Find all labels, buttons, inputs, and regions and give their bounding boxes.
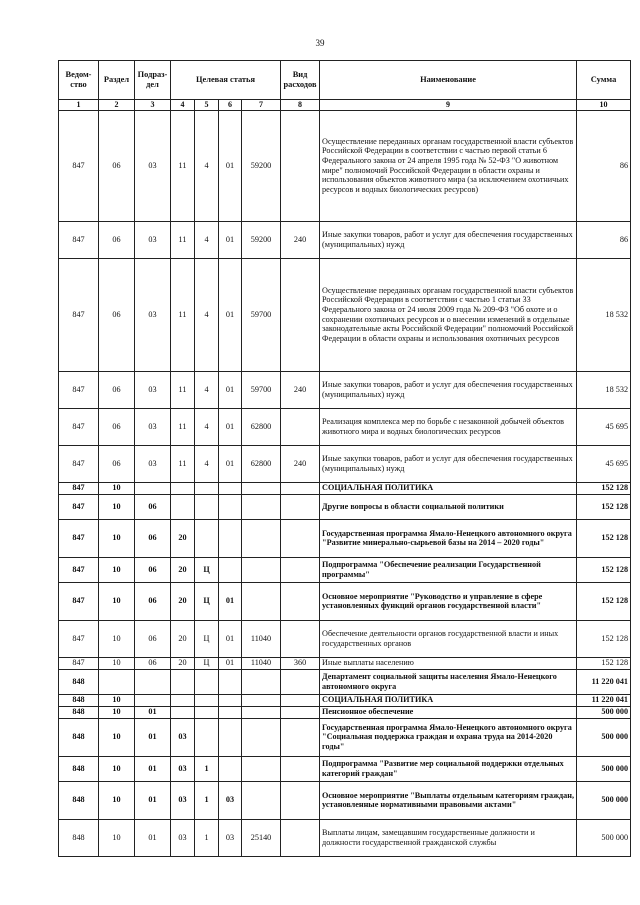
cell-summa: 152 128 xyxy=(577,482,631,494)
cell-vedomstvo: 848 xyxy=(59,819,99,856)
cell-razdel xyxy=(99,669,135,694)
cell-vid-raskhodov xyxy=(281,408,320,445)
cell-summa: 500 000 xyxy=(577,819,631,856)
table-row xyxy=(59,756,631,781)
cell-direction xyxy=(242,582,281,620)
table-row xyxy=(59,445,631,482)
cell-measure xyxy=(219,756,242,781)
cell-measure: 03 xyxy=(219,819,242,856)
cell-vedomstvo: 847 xyxy=(59,620,99,657)
cell-vid-raskhodov xyxy=(281,620,320,657)
cell-program: 20 xyxy=(171,519,195,557)
cell-naimenovanie: Реализация комплекса мер по борьбе с незаконной добычей объектов животного мира и водных биологических ресурсов xyxy=(320,408,577,445)
cell-program: 11 xyxy=(171,221,195,258)
header-podrazdel: Подраз-дел xyxy=(135,61,171,100)
cell-vedomstvo: 847 xyxy=(59,582,99,620)
cell-direction: 25140 xyxy=(242,819,281,856)
cell-vid-raskhodov: 240 xyxy=(281,371,320,408)
cell-naimenovanie: Подпрограмма "Обеспечение реализации Государственной программы" xyxy=(320,557,577,582)
column-number-row xyxy=(59,100,631,111)
table-row xyxy=(59,718,631,756)
cell-razdel: 10 xyxy=(99,718,135,756)
cell-vedomstvo: 847 xyxy=(59,110,99,221)
cell-podrazdel: 06 xyxy=(135,657,171,669)
cell-subprogram xyxy=(195,494,219,519)
table-row xyxy=(59,620,631,657)
cell-razdel: 10 xyxy=(99,620,135,657)
cell-naimenovanie: СОЦИАЛЬНАЯ ПОЛИТИКА xyxy=(320,482,577,494)
cell-naimenovanie: Иные закупки товаров, работ и услуг для обеспечения государственных (муниципальных) нужд xyxy=(320,371,577,408)
col-number: 6 xyxy=(219,100,242,111)
cell-vid-raskhodov xyxy=(281,718,320,756)
cell-summa: 86 xyxy=(577,221,631,258)
table-row xyxy=(59,582,631,620)
header-razdel: Раздел xyxy=(99,61,135,100)
cell-vedomstvo: 847 xyxy=(59,258,99,371)
table-row xyxy=(59,258,631,371)
table-row xyxy=(59,669,631,694)
header-celevaya-statya: Целевая статья xyxy=(171,61,281,100)
cell-podrazdel: 01 xyxy=(135,819,171,856)
cell-vedomstvo: 847 xyxy=(59,408,99,445)
cell-vid-raskhodov xyxy=(281,756,320,781)
cell-direction: 59200 xyxy=(242,221,281,258)
cell-direction: 11040 xyxy=(242,620,281,657)
header-vid-raskhodov: Вид расходов xyxy=(281,61,320,100)
cell-program: 11 xyxy=(171,110,195,221)
cell-vid-raskhodov xyxy=(281,819,320,856)
cell-program xyxy=(171,494,195,519)
table-row xyxy=(59,694,631,706)
cell-summa: 45 695 xyxy=(577,408,631,445)
cell-direction xyxy=(242,694,281,706)
cell-measure xyxy=(219,718,242,756)
cell-vedomstvo: 848 xyxy=(59,669,99,694)
cell-program: 20 xyxy=(171,620,195,657)
cell-vid-raskhodov xyxy=(281,582,320,620)
cell-program: 03 xyxy=(171,718,195,756)
cell-program: 11 xyxy=(171,371,195,408)
table-row xyxy=(59,494,631,519)
cell-vid-raskhodov xyxy=(281,781,320,819)
cell-naimenovanie: Иные закупки товаров, работ и услуг для обеспечения государственных (муниципальных) нужд xyxy=(320,445,577,482)
col-number: 4 xyxy=(171,100,195,111)
cell-summa: 500 000 xyxy=(577,706,631,718)
cell-podrazdel xyxy=(135,669,171,694)
cell-subprogram: 1 xyxy=(195,781,219,819)
cell-direction xyxy=(242,781,281,819)
cell-subprogram xyxy=(195,706,219,718)
cell-summa: 11 220 041 xyxy=(577,669,631,694)
col-number: 9 xyxy=(320,100,577,111)
cell-vid-raskhodov: 360 xyxy=(281,657,320,669)
cell-razdel: 10 xyxy=(99,482,135,494)
cell-vedomstvo: 847 xyxy=(59,557,99,582)
cell-program: 11 xyxy=(171,258,195,371)
cell-podrazdel: 03 xyxy=(135,445,171,482)
cell-subprogram xyxy=(195,669,219,694)
cell-measure: 01 xyxy=(219,620,242,657)
cell-program: 03 xyxy=(171,756,195,781)
cell-naimenovanie: Обеспечение деятельности органов государственной власти и иных государственных органов xyxy=(320,620,577,657)
cell-naimenovanie: Основное мероприятие "Руководство и управление в сфере установленных функций органов государственной власти" xyxy=(320,582,577,620)
col-number: 2 xyxy=(99,100,135,111)
cell-direction: 59200 xyxy=(242,110,281,221)
table-row xyxy=(59,408,631,445)
cell-razdel: 10 xyxy=(99,557,135,582)
cell-summa: 11 220 041 xyxy=(577,694,631,706)
cell-direction: 59700 xyxy=(242,371,281,408)
cell-direction xyxy=(242,718,281,756)
table-row xyxy=(59,706,631,718)
table-row xyxy=(59,221,631,258)
cell-direction: 11040 xyxy=(242,657,281,669)
table-body xyxy=(59,110,631,856)
cell-measure: 01 xyxy=(219,258,242,371)
cell-measure: 03 xyxy=(219,781,242,819)
cell-measure: 01 xyxy=(219,408,242,445)
cell-podrazdel: 01 xyxy=(135,706,171,718)
page-number: 39 xyxy=(315,38,325,48)
cell-razdel: 10 xyxy=(99,494,135,519)
cell-naimenovanie: Государственная программа Ямало-Ненецкого автономного округа "Социальная поддержка граждан и охрана труда на 2014-2020 годы" xyxy=(320,718,577,756)
cell-subprogram: 1 xyxy=(195,819,219,856)
cell-naimenovanie: Осуществление переданных органам государственной власти субъектов Российской Федерации в соответствии с частью 1 статьи 33 Федерального закона от 24 июля 2009 года № 209-ФЗ "Об охоте и о сохранении охотничьих ресурсов и о внесении изменений в отдельные законодательные акты Российской Федерации" полномочий Российской Федерации в области охраны и использования охотничьих ресурсов xyxy=(320,258,577,371)
table-row xyxy=(59,781,631,819)
cell-vid-raskhodov xyxy=(281,482,320,494)
header-naimenovanie: Наименование xyxy=(320,61,577,100)
budget-table xyxy=(58,60,631,857)
cell-program: 20 xyxy=(171,657,195,669)
cell-program: 03 xyxy=(171,819,195,856)
cell-naimenovanie: Подпрограмма "Развитие мер социальной поддержки отдельных категорий граждан" xyxy=(320,756,577,781)
header-ved: Ведом-ство xyxy=(59,61,99,100)
cell-direction xyxy=(242,706,281,718)
cell-subprogram: Ц xyxy=(195,582,219,620)
cell-vedomstvo: 847 xyxy=(59,371,99,408)
cell-vedomstvo: 848 xyxy=(59,718,99,756)
cell-subprogram: Ц xyxy=(195,620,219,657)
cell-vedomstvo: 848 xyxy=(59,694,99,706)
cell-vid-raskhodov xyxy=(281,110,320,221)
table-row xyxy=(59,110,631,221)
col-number: 5 xyxy=(195,100,219,111)
cell-direction xyxy=(242,756,281,781)
cell-subprogram: 4 xyxy=(195,371,219,408)
cell-razdel: 10 xyxy=(99,519,135,557)
cell-measure: 01 xyxy=(219,221,242,258)
cell-measure: 01 xyxy=(219,582,242,620)
cell-naimenovanie: СОЦИАЛЬНАЯ ПОЛИТИКА xyxy=(320,694,577,706)
cell-subprogram: 4 xyxy=(195,221,219,258)
cell-vid-raskhodov xyxy=(281,706,320,718)
cell-direction: 62800 xyxy=(242,408,281,445)
table-row xyxy=(59,557,631,582)
cell-razdel: 10 xyxy=(99,694,135,706)
cell-vedomstvo: 848 xyxy=(59,781,99,819)
cell-razdel: 10 xyxy=(99,756,135,781)
cell-summa: 152 128 xyxy=(577,657,631,669)
cell-vid-raskhodov: 240 xyxy=(281,221,320,258)
cell-naimenovanie: Департамент социальной защиты населения Ямало-Ненецкого автономного округа xyxy=(320,669,577,694)
header-summa: Сумма xyxy=(577,61,631,100)
cell-vid-raskhodov: 240 xyxy=(281,445,320,482)
col-number: 10 xyxy=(577,100,631,111)
cell-measure xyxy=(219,482,242,494)
cell-subprogram: Ц xyxy=(195,557,219,582)
cell-direction: 59700 xyxy=(242,258,281,371)
cell-summa: 45 695 xyxy=(577,445,631,482)
cell-subprogram xyxy=(195,482,219,494)
cell-summa: 86 xyxy=(577,110,631,221)
cell-program: 20 xyxy=(171,557,195,582)
cell-subprogram: 4 xyxy=(195,110,219,221)
cell-measure: 01 xyxy=(219,110,242,221)
cell-program xyxy=(171,706,195,718)
cell-podrazdel: 03 xyxy=(135,408,171,445)
cell-podrazdel: 06 xyxy=(135,557,171,582)
cell-measure xyxy=(219,694,242,706)
cell-vedomstvo: 847 xyxy=(59,657,99,669)
cell-program xyxy=(171,669,195,694)
cell-summa: 152 128 xyxy=(577,620,631,657)
cell-measure: 01 xyxy=(219,445,242,482)
header-row xyxy=(59,61,631,100)
cell-subprogram xyxy=(195,718,219,756)
cell-vid-raskhodov xyxy=(281,669,320,694)
cell-razdel: 10 xyxy=(99,657,135,669)
cell-naimenovanie: Пенсионное обеспечение xyxy=(320,706,577,718)
cell-measure xyxy=(219,557,242,582)
cell-subprogram: 1 xyxy=(195,756,219,781)
cell-naimenovanie: Иные закупки товаров, работ и услуг для обеспечения государственных (муниципальных) нужд xyxy=(320,221,577,258)
cell-razdel: 06 xyxy=(99,408,135,445)
table-row xyxy=(59,371,631,408)
cell-razdel: 06 xyxy=(99,371,135,408)
cell-summa: 152 128 xyxy=(577,582,631,620)
cell-vedomstvo: 848 xyxy=(59,706,99,718)
cell-program: 11 xyxy=(171,445,195,482)
cell-direction xyxy=(242,482,281,494)
cell-podrazdel xyxy=(135,694,171,706)
cell-vid-raskhodov xyxy=(281,519,320,557)
cell-program xyxy=(171,694,195,706)
cell-vedomstvo: 847 xyxy=(59,482,99,494)
cell-summa: 18 532 xyxy=(577,258,631,371)
col-number: 3 xyxy=(135,100,171,111)
cell-measure: 01 xyxy=(219,371,242,408)
cell-naimenovanie: Государственная программа Ямало-Ненецкого автономного округа "Развитие минерально-сырьевой базы на 2014 – 2020 годы" xyxy=(320,519,577,557)
cell-vid-raskhodov xyxy=(281,557,320,582)
cell-vedomstvo: 847 xyxy=(59,494,99,519)
cell-vid-raskhodov xyxy=(281,494,320,519)
cell-naimenovanie: Осуществление переданных органам государственной власти субъектов Российской Федерации в соответствии с частью первой статьи 6 Федерального закона от 24 апреля 1995 года № 52-ФЗ "О животном мире" полномочий Российской Федерации в области охраны и использования объектов животного мира (за исключением охотничьих ресурсов и водных биологических ресурсов) xyxy=(320,110,577,221)
table-row xyxy=(59,482,631,494)
cell-vedomstvo: 848 xyxy=(59,756,99,781)
cell-summa: 152 128 xyxy=(577,519,631,557)
cell-measure xyxy=(219,706,242,718)
cell-podrazdel: 01 xyxy=(135,718,171,756)
table-row xyxy=(59,519,631,557)
cell-vedomstvo: 847 xyxy=(59,519,99,557)
cell-measure xyxy=(219,494,242,519)
col-number: 1 xyxy=(59,100,99,111)
cell-razdel: 10 xyxy=(99,706,135,718)
cell-program: 20 xyxy=(171,582,195,620)
cell-podrazdel xyxy=(135,482,171,494)
cell-direction: 62800 xyxy=(242,445,281,482)
table-row xyxy=(59,657,631,669)
table-row xyxy=(59,819,631,856)
cell-naimenovanie: Выплаты лицам, замещавшим государственные должности и должности государственной гражданской службы xyxy=(320,819,577,856)
cell-direction xyxy=(242,557,281,582)
cell-measure xyxy=(219,669,242,694)
cell-vid-raskhodov xyxy=(281,258,320,371)
col-number: 8 xyxy=(281,100,320,111)
cell-summa: 500 000 xyxy=(577,756,631,781)
cell-razdel: 06 xyxy=(99,221,135,258)
cell-vedomstvo: 847 xyxy=(59,445,99,482)
cell-subprogram: 4 xyxy=(195,445,219,482)
cell-naimenovanie: Иные выплаты населению xyxy=(320,657,577,669)
cell-podrazdel: 03 xyxy=(135,221,171,258)
cell-summa: 18 532 xyxy=(577,371,631,408)
cell-vid-raskhodov xyxy=(281,694,320,706)
cell-measure xyxy=(219,519,242,557)
cell-program xyxy=(171,482,195,494)
cell-subprogram xyxy=(195,694,219,706)
cell-razdel: 06 xyxy=(99,110,135,221)
cell-razdel: 10 xyxy=(99,582,135,620)
cell-podrazdel: 03 xyxy=(135,110,171,221)
cell-program: 11 xyxy=(171,408,195,445)
cell-podrazdel: 06 xyxy=(135,620,171,657)
cell-razdel: 06 xyxy=(99,445,135,482)
cell-summa: 152 128 xyxy=(577,557,631,582)
cell-razdel: 10 xyxy=(99,819,135,856)
cell-podrazdel: 06 xyxy=(135,582,171,620)
cell-naimenovanie: Основное мероприятие "Выплаты отдельным категориям граждан, установленные нормативными правовыми актами" xyxy=(320,781,577,819)
cell-subprogram: 4 xyxy=(195,258,219,371)
cell-podrazdel: 06 xyxy=(135,519,171,557)
cell-podrazdel: 03 xyxy=(135,371,171,408)
cell-subprogram: Ц xyxy=(195,657,219,669)
cell-summa: 152 128 xyxy=(577,494,631,519)
cell-naimenovanie: Другие вопросы в области социальной политики xyxy=(320,494,577,519)
cell-podrazdel: 01 xyxy=(135,781,171,819)
cell-direction xyxy=(242,494,281,519)
col-number: 7 xyxy=(242,100,281,111)
cell-direction xyxy=(242,669,281,694)
cell-podrazdel: 03 xyxy=(135,258,171,371)
cell-measure: 01 xyxy=(219,657,242,669)
cell-program: 03 xyxy=(171,781,195,819)
cell-podrazdel: 06 xyxy=(135,494,171,519)
cell-razdel: 06 xyxy=(99,258,135,371)
cell-subprogram xyxy=(195,519,219,557)
cell-summa: 500 000 xyxy=(577,781,631,819)
cell-subprogram: 4 xyxy=(195,408,219,445)
cell-vedomstvo: 847 xyxy=(59,221,99,258)
cell-razdel: 10 xyxy=(99,781,135,819)
cell-podrazdel: 01 xyxy=(135,756,171,781)
cell-direction xyxy=(242,519,281,557)
cell-summa: 500 000 xyxy=(577,718,631,756)
